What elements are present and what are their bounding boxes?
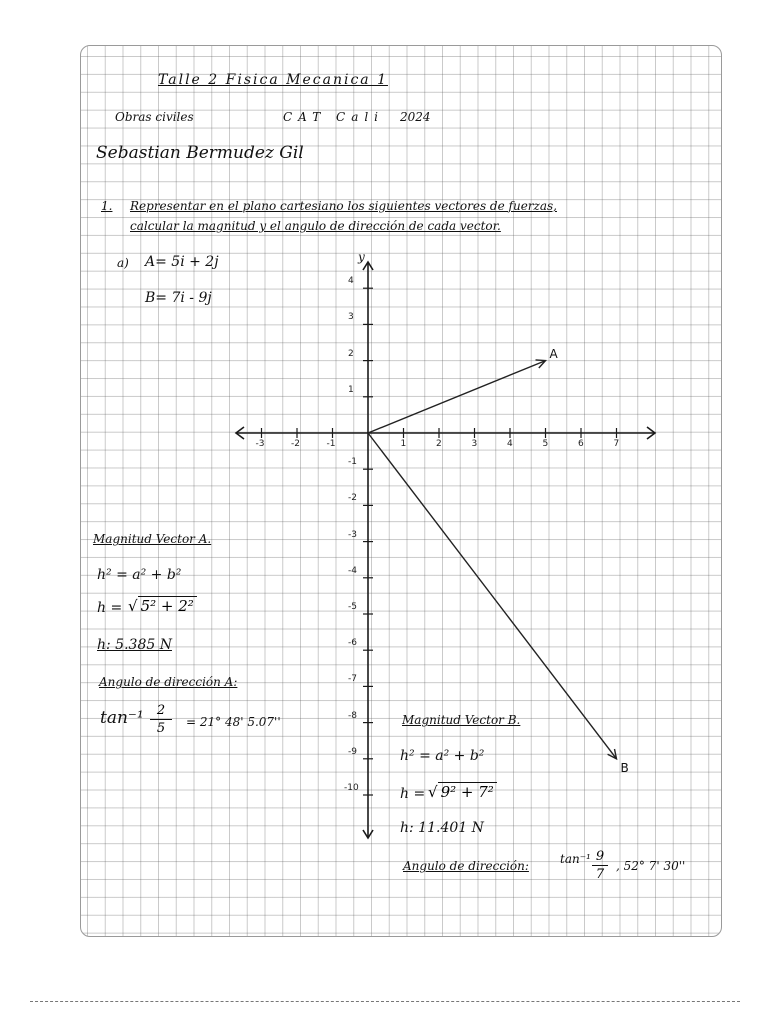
magnitude-b-sqrt: √ 9² + 7² <box>428 783 497 801</box>
angle-a-denominator: 5 <box>156 721 166 736</box>
part-a-label: a) <box>117 256 129 270</box>
magnitude-b-title: Magnitud Vector B. <box>402 713 521 727</box>
x-tick-label: 5 <box>542 439 549 449</box>
angle-a-tan: tan⁻¹ <box>100 708 144 728</box>
angle-a-title: Angulo de dirección A: <box>99 675 238 689</box>
x-tick-label: 2 <box>436 439 442 449</box>
vector-line <box>368 433 617 759</box>
angle-b-tan: tan⁻¹ <box>560 852 591 866</box>
x-tick-label: 3 <box>471 439 478 449</box>
problem-number: 1. <box>101 199 113 213</box>
magnitude-a-formula: h² = a² + b² <box>97 567 182 583</box>
assignment-title: Talle 2 Fisica Mecanica 1 <box>158 72 388 88</box>
y-tick-label: -6 <box>348 638 357 649</box>
vector-b-definition: B= 7i - 9j <box>145 290 212 306</box>
y-tick-label: -4 <box>348 565 357 576</box>
scan-artifact-line <box>30 1001 740 1002</box>
y-tick-label: 3 <box>348 312 354 323</box>
problem-line-2: calcular la magnitud y el angulo de dirección de cada vector. <box>130 219 501 233</box>
vector-a-definition: A= 5i + 2j <box>145 254 219 270</box>
y-tick-label: -5 <box>348 602 357 612</box>
x-tick-label: 1 <box>400 439 407 449</box>
y-tick-label: -7 <box>348 674 357 685</box>
student-name: Sebastian Bermudez Gil <box>96 143 304 163</box>
magnitude-a-result: h: 5.385 N <box>97 637 172 653</box>
y-tick-label: -2 <box>348 493 357 504</box>
year-label: 2024 <box>400 110 431 124</box>
vector-label: A <box>549 346 558 361</box>
magnitude-b-formula: h² = a² + b² <box>400 748 485 764</box>
campus-label: CAT Cali <box>283 110 385 124</box>
angle-b-denominator: 7 <box>595 867 605 882</box>
angle-b-result: , 52° 7' 30'' <box>616 859 686 873</box>
y-tick-label: 1 <box>348 384 354 395</box>
magnitude-a-radicand: 5² + 2² <box>138 596 197 615</box>
y-tick-label: -10 <box>344 783 359 793</box>
x-tick-label: 6 <box>578 439 584 449</box>
problem-line-1: Representar en el plano cartesiano los siguientes vectores de fuerzas, <box>130 199 557 213</box>
x-tick-label: -2 <box>291 439 300 449</box>
vectors <box>368 360 617 759</box>
magnitude-a-h: h = <box>97 600 123 616</box>
vector-label: B <box>620 760 629 775</box>
vector-line <box>368 361 546 433</box>
angle-b-title: Angulo de dirección: <box>403 859 529 873</box>
program-label: Obras civiles <box>115 110 194 124</box>
x-tick-label: -1 <box>326 439 336 449</box>
y-tick-label: -9 <box>348 746 357 757</box>
y-tick-label: -1 <box>348 457 357 468</box>
magnitude-a-title: Magnitud Vector A. <box>93 532 212 546</box>
y-tick-label: -3 <box>348 529 357 540</box>
x-tick-label: 7 <box>613 439 620 449</box>
x-tick-label: 4 <box>507 439 513 449</box>
angle-b-fraction <box>592 849 608 882</box>
y-tick-label: -8 <box>348 710 357 721</box>
y-tick-label: 4 <box>348 276 354 287</box>
angle-a-numerator: 2 <box>156 703 166 718</box>
magnitude-b-result: h: 11.401 N <box>400 820 484 836</box>
y-axis-label: y <box>358 250 365 264</box>
magnitude-b-radicand: 9² + 7² <box>438 782 497 801</box>
magnitude-a-sqrt: √ 5² + 2² <box>128 597 197 615</box>
angle-a-fraction <box>150 703 172 736</box>
y-tick-label: 2 <box>348 348 354 359</box>
angle-a-result: = 21° 48' 5.07'' <box>186 715 281 729</box>
angle-b-numerator: 9 <box>595 849 605 864</box>
magnitude-b-h: h = <box>400 786 426 802</box>
x-tick-label: -3 <box>255 439 265 449</box>
